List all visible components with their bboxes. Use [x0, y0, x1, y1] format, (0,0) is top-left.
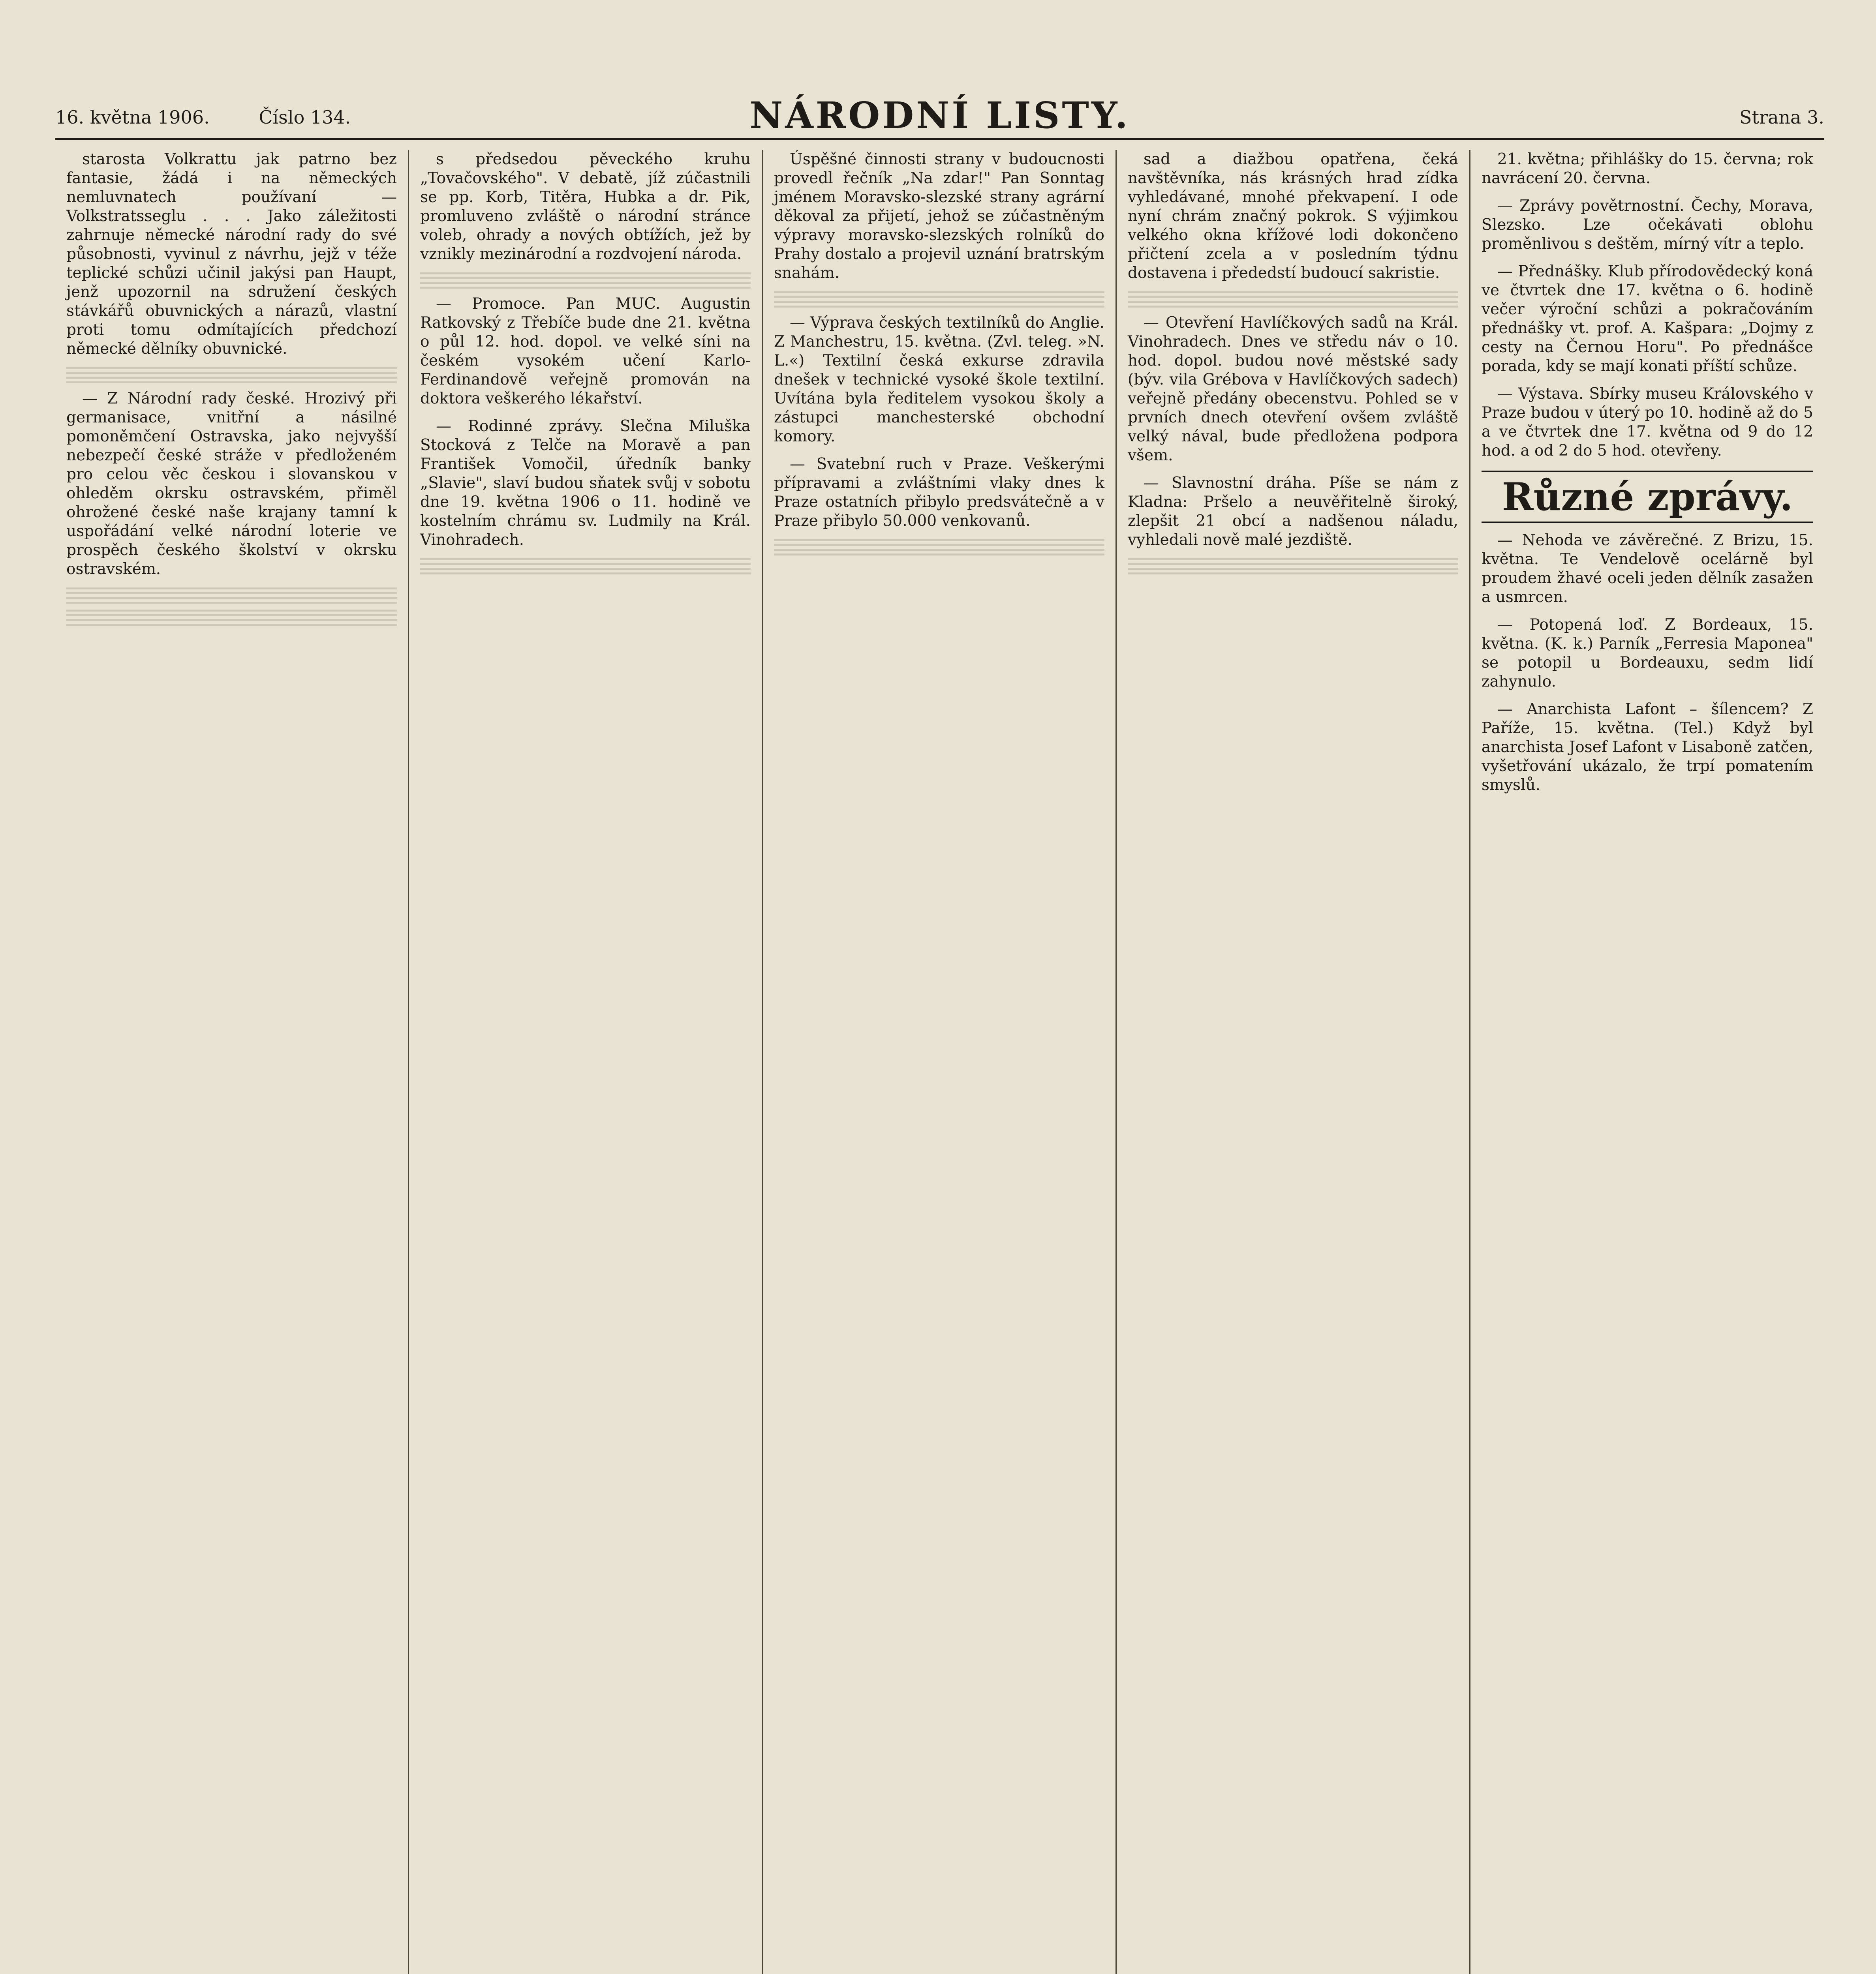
text-lines: [420, 272, 751, 290]
article-paragraph: — Svatební ruch v Praze. Veškerými přípravami a zvláštními vlaky dnes k Praze ostatních přibylo predsvátečně a v Praze přibylo 50.000 venkovanů.: [774, 455, 1104, 530]
article-paragraph: sad a diažbou opatřena, čeká navštěvníka, nás krásných hrad zídka vyhledávané, mnohé překvapení. I ode nyní chrám značný pokrok. S výjimkou velkého okna křížové lodi dokončeno přičtení zcela a v posledním týdnu dostavena i přededstí budoucí sakristie.: [1128, 150, 1458, 282]
text-lines: [420, 558, 751, 576]
article-paragraph: — Zprávy povětrnostní. Čechy, Morava, Slezsko. Lze očekávati oblohu proměnlivou s deštěm, mírný vítr a teplo.: [1482, 197, 1813, 253]
text-columns: [55, 150, 1824, 1974]
text-lines: [66, 610, 397, 627]
column-4: [1117, 150, 1470, 1974]
article-paragraph: s předsedou pěveckého kruhu „Tovačovského". V debatě, jíž zúčastnili se pp. Korb, Titěra, Hubka a dr. Pik, promluveno zvláště o národní stránce voleb, ohrady a nových obtížích, jež by vznikly mezinárodní a rozdvojení národa.: [420, 150, 751, 263]
article-paragraph: — Potopená loď. Z Bordeaux, 15. května. (K. k.) Parník „Ferresia Maponea" se potopil u Bordeauxu, sedm lidí zahynulo.: [1482, 616, 1813, 691]
column-5: [1470, 150, 1824, 1974]
page-number: Strana 3.: [1739, 107, 1824, 128]
issue-number: Číslo 134.: [259, 107, 351, 128]
article-paragraph: — Výprava českých textilníků do Anglie. Z Manchestru, 15. května. (Zvl. teleg. »N. L.«) Textilní česká exkurse zdravila dnešek v technické vysoké škole textilní. Uvítána byla ředitelem vysokou školy a zástupci manchesterské obchodní komory.: [774, 314, 1104, 445]
text-lines: [1128, 291, 1458, 309]
masthead: [55, 91, 1824, 140]
article-paragraph: — Anarchista Lafont – šílencem? Z Paříže, 15. května. (Tel.) Když byl anarchista Josef Lafont v Lisaboně zatčen, vyšetřování ukázalo, že trpí pomatením smyslů.: [1482, 700, 1813, 794]
text-lines: [774, 539, 1104, 557]
article-paragraph: — Nehoda ve závěrečné. Z Brizu, 15. května. Te Vendelově ocelárně byl proudem žhavé oceli jeden dělník zasažen a usmrcen.: [1482, 531, 1813, 606]
article-paragraph: Úspěšné činnosti strany v budoucnosti provedl řečník „Na zdar!" Pan Sonntag jménem Moravsko-slezské strany agrární děkoval za přijetí, jehož se zúčastněným výpravy moravsko-slezských rolníků do Prahy dostalo a projevil uznání bratrským snahám.: [774, 150, 1104, 282]
article-paragraph: 21. května; přihlášky do 15. června; rok navrácení 20. června.: [1482, 150, 1813, 187]
section-title: Různé zprávy.: [1482, 471, 1813, 523]
article-paragraph: — Z Národní rady české. Hrozivý při germanisace, vnitřní a násilné pomoněmčení Ostravska, jako nejvyšší nebezpečí české stráže v předloženém pro celou věc českou i slovanskou v ohleděm okrsku ostravském, přiměl ohrožené české naše krajany tamní k uspořádání velké národní loterie ve prospěch českého školství v okrsku ostravském.: [66, 390, 397, 578]
article-paragraph: — Rodinné zprávy. Slečna Miluška Stocková z Telče na Moravě a pan František Vomočil, úředník banky „Slavie", slaví budou sňatek svůj v sobotu dne 19. května 1906 o 11. hodině ve kostelním chrámu sv. Ludmily na Král. Vinohradech.: [420, 417, 751, 549]
issue-date: 16. května 1906.: [55, 107, 210, 128]
column-1: [55, 150, 409, 1974]
column-2: [409, 150, 763, 1974]
article-paragraph: — Promoce. Pan MUC. Augustin Ratkovský z Třebíče bude dne 21. května o půl 12. hod. dopol. ve velké síni na českém vysokém učení Karlo-Ferdinandově veřejně promován na doktora veškerého lékařství.: [420, 295, 751, 407]
text-lines: [1128, 558, 1458, 576]
article-paragraph: — Otevření Havlíčkových sadů na Král. Vinohradech. Dnes ve středu náv o 10. hod. dopol. budou nové městské sady (býv. vila Grébova v Havlíčkových sadech) veřejně předány obecenstvu. Pohled se v prvních dnech otevření ovšem zvláště velký nával, bude předložena podpora všem.: [1128, 314, 1458, 464]
text-lines: [66, 367, 397, 385]
article-paragraph: — Slavnostní dráha. Píše se nám z Kladna: Pršelo a neuvěřitelně široký, zlepšit 21 obcí a nadšenou náladu, vyhledali nově malé jezdiště.: [1128, 474, 1458, 549]
text-lines: [66, 587, 397, 605]
newspaper-title: NÁRODNÍ LISTY.: [749, 94, 1130, 137]
article-paragraph: — Výstava. Sbírky museu Královského v Praze budou v úterý po 10. hodině až do 5 a ve čtvrtek dne 17. května od 9 do 12 hod. a od 2 do 5 hod. otevřeny.: [1482, 385, 1813, 460]
text-lines: [774, 291, 1104, 309]
column-3: [763, 150, 1117, 1974]
article-paragraph: — Přednášky. Klub přírodovědecký koná ve čtvrtek dne 17. května o 6. hodině večer výroční schůzi a pokračováním přednášky vt. prof. A. Kašpara: „Dojmy z cesty na Černou Horu". Po přednášce porada, kdy se mají konati příští schůze.: [1482, 263, 1813, 375]
article-paragraph: starosta Volkrattu jak patrno bez fantasie, žádá i na německých nemluvnatech používaní — Volkstratsseglu . . . Jako záležitosti zahrnuje německé národní rady do své působnosti, vyvinul z návrhu, jejž v téže teplické schůzi učinil jakýsi pan Haupt, jenž upozornil na sdružení českých stávkářů obuvnických a nárazů, vlastní proti tomu odmítajících předchozí německé dělníky obuvnické.: [66, 150, 397, 358]
